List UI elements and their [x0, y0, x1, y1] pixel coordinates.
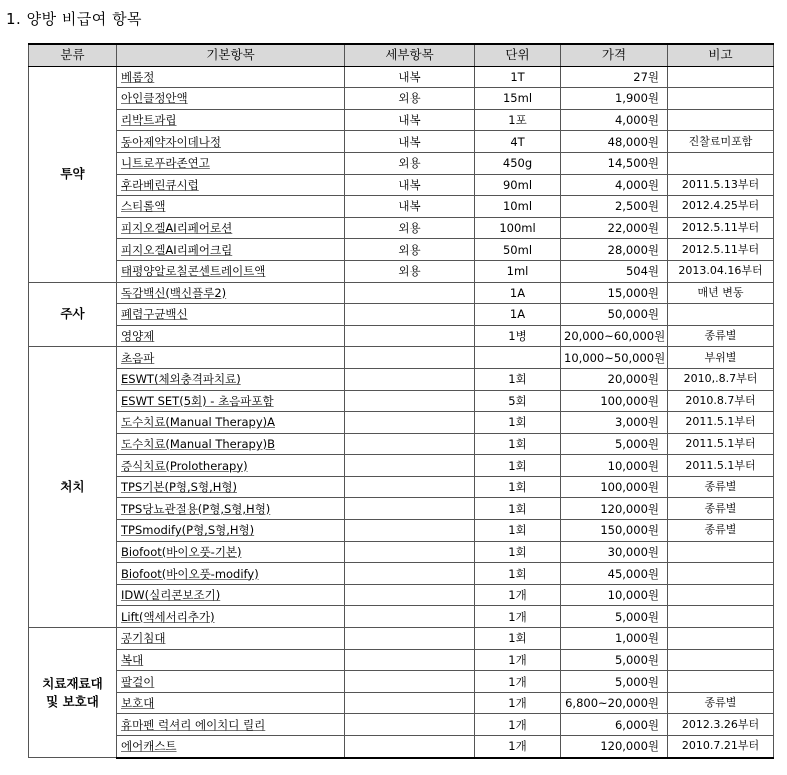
table-row	[29, 196, 774, 218]
header-category: 분류	[29, 44, 117, 66]
item-label: 도수치료(Manual Therapy)B	[121, 436, 276, 451]
price-cell: 100,000원	[561, 476, 668, 498]
price-cell: 120,000원	[561, 736, 668, 758]
unit-cell: 100ml	[475, 217, 561, 239]
unit-cell: 1회	[475, 455, 561, 477]
unit-cell: 90ml	[475, 174, 561, 196]
category-cell: 주사	[29, 282, 117, 347]
unit-cell: 450g	[475, 152, 561, 174]
table-row	[29, 692, 774, 714]
price-cell: 50,000원	[561, 304, 668, 326]
item-cell	[117, 174, 345, 196]
table-row	[29, 476, 774, 498]
price-cell: 10,000~50,000원	[561, 347, 668, 369]
header-detail: 세부항목	[345, 44, 475, 66]
table-body	[29, 66, 774, 758]
item-label: Lift(액세서리추가)	[121, 609, 215, 624]
unit-cell: 1회	[475, 476, 561, 498]
detail-cell	[345, 498, 475, 520]
price-cell: 4,000원	[561, 109, 668, 131]
note-cell: 종류별	[668, 520, 774, 542]
item-label: 휴마펜 럭셔리 에이치디 릴리	[121, 717, 266, 732]
detail-cell	[345, 671, 475, 693]
detail-cell	[345, 692, 475, 714]
detail-cell	[345, 412, 475, 434]
note-cell: 종류별	[668, 476, 774, 498]
table-row	[29, 714, 774, 736]
item-cell	[117, 736, 345, 758]
detail-cell: 내복	[345, 174, 475, 196]
price-cell: 1,900원	[561, 88, 668, 110]
note-cell: 부위별	[668, 347, 774, 369]
note-cell: 2012.5.11부터	[668, 239, 774, 261]
item-cell	[117, 649, 345, 671]
price-cell: 20,000원	[561, 368, 668, 390]
table-row	[29, 606, 774, 628]
unit-cell: 1ml	[475, 260, 561, 282]
price-cell: 20,000~60,000원	[561, 325, 668, 347]
note-cell: 2012.4.25부터	[668, 196, 774, 218]
table-row	[29, 390, 774, 412]
item-cell	[117, 325, 345, 347]
item-label: 피지오겔AI리페어크림	[121, 242, 233, 257]
detail-cell	[345, 649, 475, 671]
note-cell: 2011.5.1부터	[668, 412, 774, 434]
note-cell: 2010.7.21부터	[668, 736, 774, 758]
table-row	[29, 239, 774, 261]
unit-cell: 1회	[475, 498, 561, 520]
detail-cell: 외용	[345, 239, 475, 261]
category-cell: 처치	[29, 347, 117, 628]
table-row	[29, 584, 774, 606]
detail-cell: 내복	[345, 131, 475, 153]
item-cell	[117, 520, 345, 542]
detail-cell: 내복	[345, 66, 475, 88]
item-label: TPSmodify(P형,S형,H형)	[121, 523, 255, 538]
table-row	[29, 628, 774, 650]
unit-cell: 1T	[475, 66, 561, 88]
item-label: Biofoot(바이오풋-기본)	[121, 544, 242, 559]
item-cell	[117, 563, 345, 585]
item-cell	[117, 390, 345, 412]
item-label: 태평양알로칠콘센트레이트액	[121, 264, 266, 279]
item-label: 보호대	[121, 696, 155, 711]
table-row	[29, 412, 774, 434]
unit-cell: 1병	[475, 325, 561, 347]
unit-cell: 1개	[475, 649, 561, 671]
item-label: 에어캐스트	[121, 739, 177, 754]
item-cell	[117, 455, 345, 477]
price-cell: 28,000원	[561, 239, 668, 261]
item-label: 피지오겔AI리페어로션	[121, 221, 233, 236]
table-row	[29, 498, 774, 520]
item-cell	[117, 196, 345, 218]
detail-cell	[345, 628, 475, 650]
price-cell: 5,000원	[561, 671, 668, 693]
header-unit: 단위	[475, 44, 561, 66]
item-cell	[117, 498, 345, 520]
item-cell	[117, 304, 345, 326]
item-cell	[117, 692, 345, 714]
table-row	[29, 541, 774, 563]
table-row	[29, 520, 774, 542]
unit-cell: 1A	[475, 282, 561, 304]
detail-cell: 내복	[345, 109, 475, 131]
item-cell	[117, 260, 345, 282]
unit-cell: 1개	[475, 714, 561, 736]
detail-cell	[345, 368, 475, 390]
price-cell: 100,000원	[561, 390, 668, 412]
item-cell	[117, 239, 345, 261]
item-label: 초음파	[121, 350, 155, 365]
note-cell	[668, 628, 774, 650]
item-label: 리박트과립	[121, 113, 177, 128]
note-cell: 2010,.8.7부터	[668, 368, 774, 390]
note-cell: 종류별	[668, 692, 774, 714]
price-table	[28, 43, 774, 759]
detail-cell	[345, 455, 475, 477]
table-row	[29, 649, 774, 671]
page-title: 1. 양방 비급여 항목	[6, 10, 143, 28]
unit-cell	[475, 347, 561, 369]
price-cell: 4,000원	[561, 174, 668, 196]
note-cell	[668, 649, 774, 671]
detail-cell	[345, 520, 475, 542]
item-cell	[117, 433, 345, 455]
note-cell	[668, 563, 774, 585]
item-label: 베롬정	[121, 69, 155, 84]
detail-cell: 외용	[345, 152, 475, 174]
unit-cell: 1회	[475, 433, 561, 455]
price-cell: 45,000원	[561, 563, 668, 585]
table-row	[29, 455, 774, 477]
unit-cell: 1개	[475, 736, 561, 758]
item-cell	[117, 412, 345, 434]
item-label: 도수치료(Manual Therapy)A	[121, 415, 275, 430]
detail-cell	[345, 563, 475, 585]
unit-cell: 1A	[475, 304, 561, 326]
item-cell	[117, 476, 345, 498]
note-cell: 2011.5.13부터	[668, 174, 774, 196]
price-cell: 150,000원	[561, 520, 668, 542]
detail-cell	[345, 736, 475, 758]
item-label: 증식치료(Prolotherapy)	[121, 458, 248, 473]
detail-cell	[345, 282, 475, 304]
price-cell: 3,000원	[561, 412, 668, 434]
item-cell	[117, 109, 345, 131]
item-cell	[117, 152, 345, 174]
item-label: 독감백신(백신플루2)	[121, 285, 227, 300]
price-cell: 14,500원	[561, 152, 668, 174]
table-row	[29, 368, 774, 390]
table-row	[29, 109, 774, 131]
detail-cell	[345, 606, 475, 628]
note-cell	[668, 109, 774, 131]
item-cell	[117, 217, 345, 239]
price-cell: 5,000원	[561, 433, 668, 455]
item-label: 니트로푸라존연고	[121, 156, 210, 171]
table-row	[29, 152, 774, 174]
price-cell: 10,000원	[561, 584, 668, 606]
unit-cell: 1개	[475, 692, 561, 714]
detail-cell	[345, 347, 475, 369]
note-cell: 진찰료미포함	[668, 131, 774, 153]
item-label: 복대	[121, 652, 144, 667]
price-cell: 10,000원	[561, 455, 668, 477]
detail-cell	[345, 476, 475, 498]
table-row	[29, 563, 774, 585]
detail-cell	[345, 390, 475, 412]
item-label: TPS당뇨관절용(P형,S형,H형)	[121, 501, 271, 516]
unit-cell: 1회	[475, 368, 561, 390]
header-note: 비고	[668, 44, 774, 66]
note-cell	[668, 584, 774, 606]
item-label: 폐렴구균백신	[121, 307, 188, 322]
unit-cell: 1회	[475, 520, 561, 542]
unit-cell: 1회	[475, 412, 561, 434]
item-label: TPS기본(P형,S형,H형)	[121, 480, 237, 495]
price-cell: 2,500원	[561, 196, 668, 218]
header-price: 가격	[561, 44, 668, 66]
detail-cell	[345, 433, 475, 455]
note-cell: 2011.5.1부터	[668, 433, 774, 455]
table-row	[29, 671, 774, 693]
item-cell	[117, 131, 345, 153]
price-cell: 6,000원	[561, 714, 668, 736]
price-cell: 120,000원	[561, 498, 668, 520]
unit-cell: 15ml	[475, 88, 561, 110]
note-cell	[668, 606, 774, 628]
price-cell: 48,000원	[561, 131, 668, 153]
note-cell	[668, 88, 774, 110]
item-label: ESWT SET(5회) - 초음파포함	[121, 393, 274, 408]
note-cell	[668, 304, 774, 326]
detail-cell: 외용	[345, 260, 475, 282]
item-label: 스티롤액	[121, 199, 166, 214]
unit-cell: 1개	[475, 584, 561, 606]
item-cell	[117, 541, 345, 563]
detail-cell: 외용	[345, 88, 475, 110]
table-row	[29, 304, 774, 326]
note-cell	[668, 541, 774, 563]
item-cell	[117, 282, 345, 304]
detail-cell: 내복	[345, 196, 475, 218]
note-cell: 2010.8.7부터	[668, 390, 774, 412]
detail-cell	[345, 584, 475, 606]
unit-cell: 1포	[475, 109, 561, 131]
note-cell	[668, 671, 774, 693]
note-cell: 2011.5.1부터	[668, 455, 774, 477]
table-row	[29, 88, 774, 110]
price-cell: 22,000원	[561, 217, 668, 239]
table-row	[29, 433, 774, 455]
detail-cell	[345, 714, 475, 736]
item-cell	[117, 88, 345, 110]
item-cell	[117, 347, 345, 369]
table-header-row	[29, 44, 774, 66]
item-label: 공기침대	[121, 631, 166, 646]
item-label: 동아제약자이데나정	[121, 134, 221, 149]
item-cell	[117, 368, 345, 390]
note-cell: 2012.5.11부터	[668, 217, 774, 239]
detail-cell: 외용	[345, 217, 475, 239]
price-cell: 504원	[561, 260, 668, 282]
item-label: 팔걸이	[121, 674, 155, 689]
unit-cell: 10ml	[475, 196, 561, 218]
item-cell	[117, 671, 345, 693]
table-row	[29, 736, 774, 758]
table-row	[29, 347, 774, 369]
detail-cell	[345, 541, 475, 563]
detail-cell	[345, 304, 475, 326]
price-cell: 5,000원	[561, 606, 668, 628]
note-cell	[668, 66, 774, 88]
item-label: Biofoot(바이오풋-modify)	[121, 566, 259, 581]
unit-cell: 1회	[475, 541, 561, 563]
note-cell: 종류별	[668, 325, 774, 347]
price-cell: 6,800~20,000원	[561, 692, 668, 714]
price-cell: 27원	[561, 66, 668, 88]
unit-cell: 50ml	[475, 239, 561, 261]
note-cell: 종류별	[668, 498, 774, 520]
note-cell: 2013.04.16부터	[668, 260, 774, 282]
category-cell: 치료재료대 및 보호대	[29, 628, 117, 758]
price-cell: 30,000원	[561, 541, 668, 563]
item-cell	[117, 606, 345, 628]
table-row	[29, 325, 774, 347]
item-cell	[117, 714, 345, 736]
item-cell	[117, 584, 345, 606]
unit-cell: 1개	[475, 606, 561, 628]
price-cell: 1,000원	[561, 628, 668, 650]
table-row	[29, 174, 774, 196]
item-label: ESWT(체외충격파치료)	[121, 372, 241, 387]
table-row	[29, 66, 774, 88]
note-cell: 2012.3.26부터	[668, 714, 774, 736]
item-label: 아인클정안액	[121, 91, 188, 106]
item-label: IDW(실리콘보조기)	[121, 588, 221, 603]
unit-cell: 1개	[475, 671, 561, 693]
table-row	[29, 282, 774, 304]
unit-cell: 4T	[475, 131, 561, 153]
category-cell: 투약	[29, 66, 117, 282]
header-item: 기본항목	[117, 44, 345, 66]
table-row	[29, 217, 774, 239]
table-row	[29, 131, 774, 153]
item-label: 영양제	[121, 329, 155, 344]
note-cell: 매년 변동	[668, 282, 774, 304]
unit-cell: 1회	[475, 628, 561, 650]
unit-cell: 5회	[475, 390, 561, 412]
detail-cell	[345, 325, 475, 347]
unit-cell: 1회	[475, 563, 561, 585]
price-cell: 15,000원	[561, 282, 668, 304]
price-cell: 5,000원	[561, 649, 668, 671]
item-cell	[117, 66, 345, 88]
note-cell	[668, 152, 774, 174]
item-label: 후라베린큐시럽	[121, 177, 199, 192]
item-cell	[117, 628, 345, 650]
table-row	[29, 260, 774, 282]
